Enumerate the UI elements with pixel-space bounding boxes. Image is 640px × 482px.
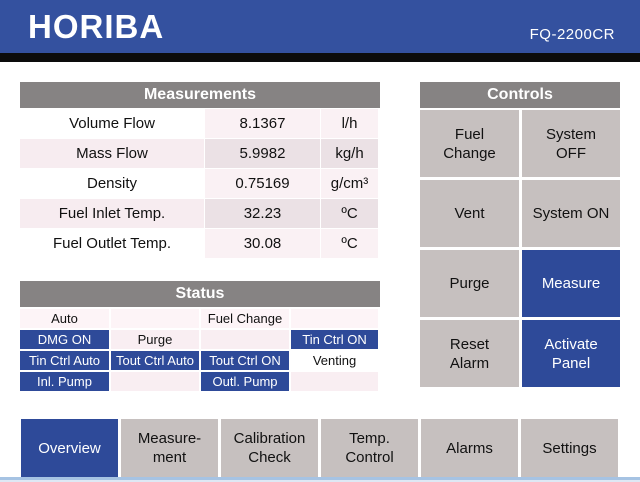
system-on-button[interactable]: System ON xyxy=(522,180,620,247)
controls-panel xyxy=(420,82,620,387)
status-title: Status xyxy=(20,281,380,307)
tab-settings[interactable]: Settings xyxy=(521,419,618,477)
status-cell-tin-ctrl-auto: Tin Ctrl Auto xyxy=(20,351,109,370)
app-header xyxy=(0,0,640,53)
measure-button[interactable]: Measure xyxy=(522,250,620,317)
tab-alarms[interactable]: Alarms xyxy=(421,419,518,477)
vent-button[interactable]: Vent xyxy=(420,180,519,247)
horiba-logo: HORIBA xyxy=(28,8,165,45)
measurement-unit: ºC xyxy=(321,199,378,228)
tab-temp-control[interactable]: Temp. Control xyxy=(321,419,418,477)
measurement-unit: ºC xyxy=(321,229,378,258)
activate-panel-button[interactable]: Activate Panel xyxy=(522,320,620,387)
model-label: FQ-2200CR xyxy=(529,26,615,43)
status-cell-venting: Venting xyxy=(291,351,378,370)
measurement-label: Volume Flow xyxy=(20,109,204,138)
header-divider xyxy=(0,53,640,62)
status-cell-auto: Auto xyxy=(20,309,109,328)
controls-grid xyxy=(420,110,620,387)
purge-button[interactable]: Purge xyxy=(420,250,519,317)
measurement-label: Mass Flow xyxy=(20,139,204,168)
tab-measurement[interactable]: Measure-ment xyxy=(121,419,218,477)
measurement-value: 32.23 xyxy=(205,199,320,228)
measurements-panel xyxy=(20,82,380,258)
reset-alarm-button[interactable]: Reset Alarm xyxy=(420,320,519,387)
measurements-title: Measurements xyxy=(20,82,380,108)
measurement-label: Fuel Inlet Temp. xyxy=(20,199,204,228)
measurement-value: 30.08 xyxy=(205,229,320,258)
controls-title: Controls xyxy=(420,82,620,108)
status-cell-outl-pump: Outl. Pump xyxy=(201,372,289,391)
status-panel xyxy=(20,281,380,391)
measurement-value: 8.1367 xyxy=(205,109,320,138)
status-cell-fuel-change: Fuel Change xyxy=(201,309,289,328)
status-cell-empty xyxy=(111,372,199,391)
measurement-value: 0.75169 xyxy=(205,169,320,198)
fuel-change-button[interactable]: Fuel Change xyxy=(420,110,519,177)
measurement-unit: g/cm³ xyxy=(321,169,378,198)
status-cell-purge: Purge xyxy=(111,330,199,349)
status-cell-empty xyxy=(291,309,378,328)
bottom-nav xyxy=(21,419,618,477)
tab-calibration-check[interactable]: Calibration Check xyxy=(221,419,318,477)
status-cell-tout-ctrl-auto: Tout Ctrl Auto xyxy=(111,351,199,370)
tab-overview[interactable]: Overview xyxy=(21,419,118,477)
status-cell-inl-pump: Inl. Pump xyxy=(20,372,109,391)
status-cell-tout-ctrl-on: Tout Ctrl ON xyxy=(201,351,289,370)
measurement-value: 5.9982 xyxy=(205,139,320,168)
system-off-button[interactable]: System OFF xyxy=(522,110,620,177)
measurements-table xyxy=(20,109,380,258)
measurement-label: Fuel Outlet Temp. xyxy=(20,229,204,258)
status-cell-empty xyxy=(291,372,378,391)
status-cell-tin-ctrl-on: Tin Ctrl ON xyxy=(291,330,378,349)
status-cell-empty xyxy=(201,330,289,349)
status-grid xyxy=(20,309,380,391)
measurement-label: Density xyxy=(20,169,204,198)
status-cell-empty xyxy=(111,309,199,328)
measurement-unit: kg/h xyxy=(321,139,378,168)
status-cell-dmg-on: DMG ON xyxy=(20,330,109,349)
measurement-unit: l/h xyxy=(321,109,378,138)
